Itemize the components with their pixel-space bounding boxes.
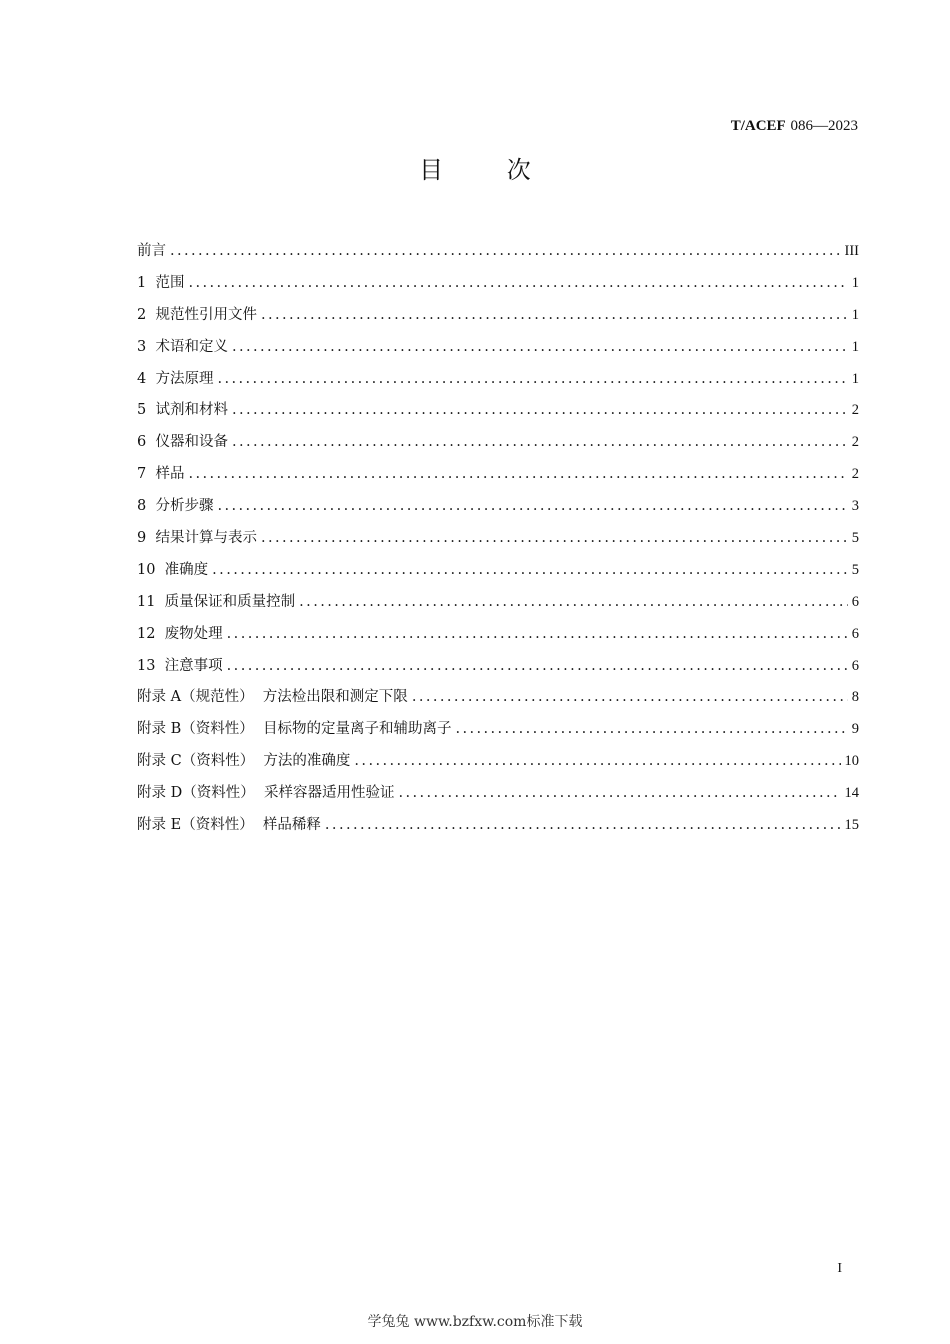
toc-entry[interactable] bbox=[137, 236, 859, 268]
toc-entry[interactable] bbox=[137, 587, 859, 619]
toc-entry[interactable] bbox=[137, 778, 859, 810]
page-title: 目 次 bbox=[419, 156, 559, 184]
toc-entry-page: 6 bbox=[851, 625, 859, 642]
toc-entry-page: 6 bbox=[851, 657, 859, 674]
toc-leader-dots bbox=[212, 555, 848, 587]
toc-entry-label: 10 准确度 bbox=[137, 561, 209, 578]
toc-entry-label: 5 试剂和材料 bbox=[137, 402, 228, 419]
toc-entry-page: 8 bbox=[851, 689, 859, 706]
toc-leader-dots bbox=[354, 746, 840, 778]
toc-entry-page: 1 bbox=[851, 370, 859, 387]
toc-leader-dots bbox=[217, 491, 847, 523]
toc-entry-label: 13 注意事项 bbox=[137, 657, 223, 674]
toc-entry[interactable] bbox=[137, 395, 859, 427]
toc-entry[interactable] bbox=[137, 619, 859, 651]
toc-entry[interactable] bbox=[137, 810, 859, 842]
toc-entry-page: 1 bbox=[851, 274, 859, 291]
toc-entry-label: 附录 E（资料性） 样品稀释 bbox=[137, 817, 321, 834]
toc-entry[interactable] bbox=[137, 268, 859, 300]
toc-leader-dots bbox=[232, 395, 848, 427]
toc-leader-dots bbox=[261, 523, 848, 555]
toc-leader-dots bbox=[227, 619, 848, 651]
toc-entry-page: 9 bbox=[851, 721, 859, 738]
toc-entry[interactable] bbox=[137, 555, 859, 587]
toc-entry[interactable] bbox=[137, 332, 859, 364]
toc-leader-dots bbox=[232, 427, 848, 459]
toc-entry-label: 12 废物处理 bbox=[137, 625, 223, 642]
toc-entry[interactable] bbox=[137, 523, 859, 555]
toc-entry-label: 附录 A（规范性） 方法检出限和测定下限 bbox=[137, 689, 408, 706]
toc-entry[interactable] bbox=[137, 427, 859, 459]
toc-entry-page: 3 bbox=[851, 498, 859, 515]
toc-entry-page: 10 bbox=[844, 753, 859, 770]
toc-leader-dots bbox=[170, 236, 841, 268]
toc-entry[interactable] bbox=[137, 364, 859, 396]
toc-entry[interactable] bbox=[137, 714, 859, 746]
toc-entry-page: III bbox=[844, 243, 859, 259]
toc-entry-page: 1 bbox=[851, 306, 859, 323]
toc-leader-dots bbox=[455, 714, 847, 746]
toc-entry-page: 14 bbox=[844, 785, 859, 802]
toc-leader-dots bbox=[188, 268, 847, 300]
toc-entry[interactable] bbox=[137, 651, 859, 683]
toc-entry-label: 附录 B（资料性） 目标物的定量离子和辅助离子 bbox=[137, 721, 452, 738]
toc-entry-label: 1 范围 bbox=[137, 274, 185, 291]
toc-entry-label: 2 规范性引用文件 bbox=[137, 306, 257, 323]
toc-entry-label: 7 样品 bbox=[137, 466, 185, 483]
toc-entry[interactable] bbox=[137, 459, 859, 491]
toc-leader-dots bbox=[299, 587, 848, 619]
toc-entry-page: 6 bbox=[851, 593, 859, 610]
page-number: I bbox=[837, 1261, 842, 1276]
toc-entry[interactable] bbox=[137, 746, 859, 778]
toc-entry-label: 11 质量保证和质量控制 bbox=[137, 593, 296, 610]
document-code-prefix: T/ACEF bbox=[730, 118, 786, 134]
toc-entry-label: 前言 bbox=[137, 243, 166, 259]
toc-leader-dots bbox=[261, 300, 848, 332]
toc-entry[interactable] bbox=[137, 491, 859, 523]
toc-leader-dots bbox=[412, 682, 848, 714]
toc-entry-label: 附录 C（资料性） 方法的准确度 bbox=[137, 753, 351, 770]
toc-leader-dots bbox=[217, 364, 847, 396]
table-of-contents bbox=[137, 236, 859, 842]
toc-entry-page: 2 bbox=[851, 434, 859, 451]
toc-entry-label: 4 方法原理 bbox=[137, 370, 214, 387]
toc-leader-dots bbox=[325, 810, 841, 842]
toc-entry-page: 2 bbox=[851, 466, 859, 483]
toc-entry-page: 2 bbox=[851, 402, 859, 419]
toc-entry-label: 8 分析步骤 bbox=[137, 498, 214, 515]
toc-entry[interactable] bbox=[137, 300, 859, 332]
watermark-text: 学兔兔 www.bzfxw.com标准下载 bbox=[367, 1314, 583, 1330]
toc-entry-page: 5 bbox=[851, 561, 859, 578]
toc-leader-dots bbox=[398, 778, 840, 810]
toc-entry-label: 3 术语和定义 bbox=[137, 338, 228, 355]
toc-entry-page: 5 bbox=[851, 530, 859, 547]
toc-entry-page: 15 bbox=[844, 817, 859, 834]
toc-entry-page: 1 bbox=[851, 338, 859, 355]
toc-leader-dots bbox=[188, 459, 847, 491]
toc-entry-label: 9 结果计算与表示 bbox=[137, 530, 257, 547]
toc-entry[interactable] bbox=[137, 682, 859, 714]
document-code bbox=[731, 115, 858, 136]
toc-entry-label: 附录 D（资料性） 采样容器适用性验证 bbox=[137, 785, 395, 802]
toc-entry-label: 6 仪器和设备 bbox=[137, 434, 228, 451]
toc-leader-dots bbox=[232, 332, 848, 364]
document-code-number: 086—2023 bbox=[790, 118, 858, 134]
toc-leader-dots bbox=[227, 651, 848, 683]
